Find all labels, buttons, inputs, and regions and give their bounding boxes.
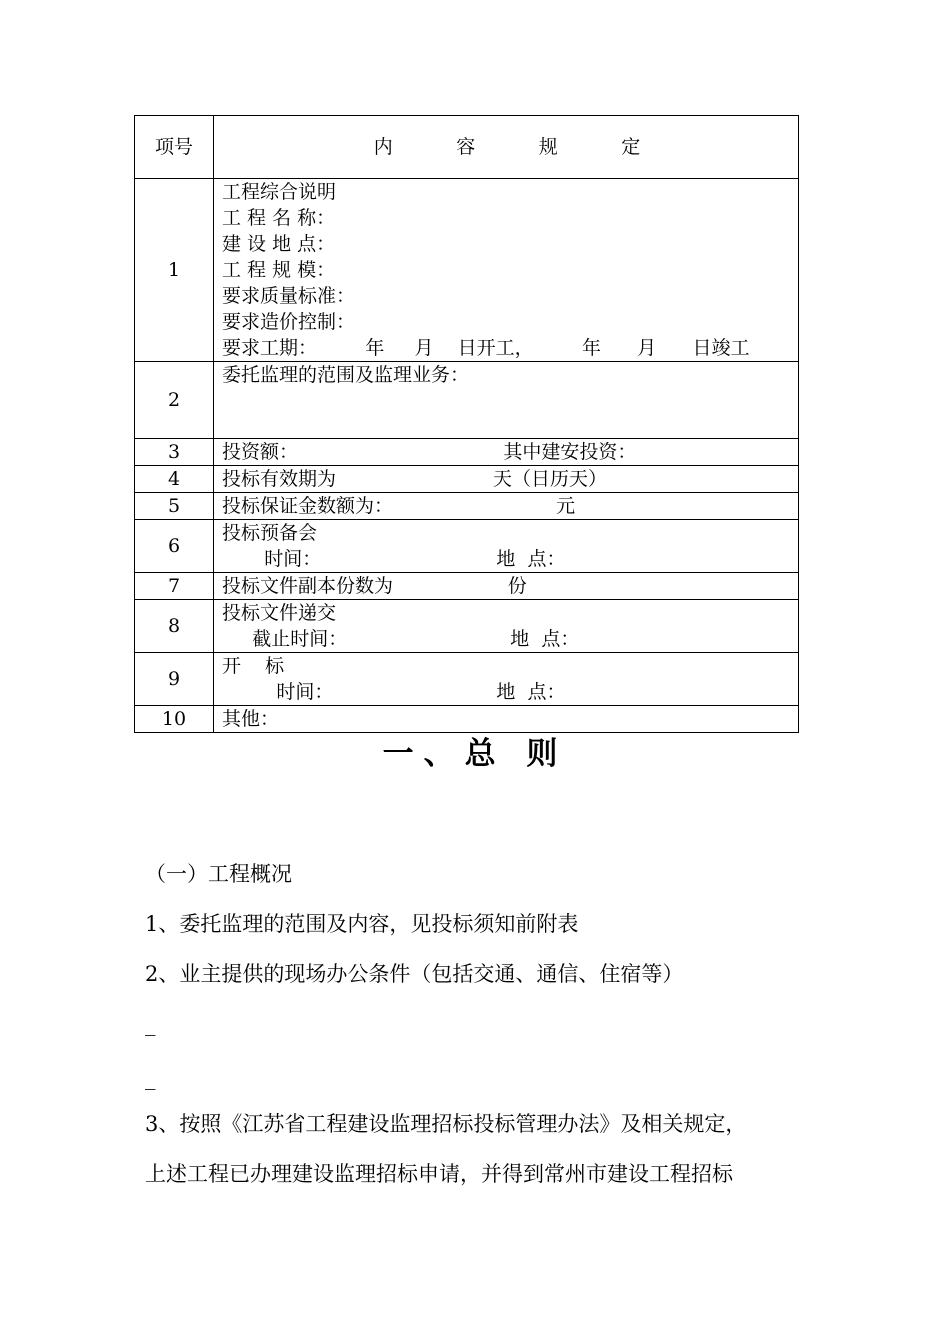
section-title: 一、总 则 xyxy=(382,736,568,772)
row-content xyxy=(214,179,799,362)
row-content xyxy=(214,520,799,573)
row-num: 7 xyxy=(135,573,214,600)
row-line: 时间： 地 点： xyxy=(222,681,566,703)
row-line: 工 程 名 称： xyxy=(222,207,336,229)
row-num: 8 xyxy=(135,600,214,653)
paragraph: （一）工程概况 xyxy=(145,862,292,886)
row-num: 1 xyxy=(135,179,214,362)
row-line: 投标文件副本份数为 份 xyxy=(222,575,527,597)
header-char: 定 xyxy=(621,136,641,158)
row-line: 工 程 规 模： xyxy=(222,259,336,281)
paragraph: 3、按照《江苏省工程建设监理招标投标管理办法》及相关规定， xyxy=(145,1112,747,1136)
table-row xyxy=(135,179,799,362)
row-line: 时间： 地 点： xyxy=(222,548,566,570)
header-num-cell: 项号 xyxy=(135,116,214,179)
row-content xyxy=(214,493,799,520)
row-line: 其他： xyxy=(222,708,280,730)
table-row xyxy=(135,573,799,600)
table-header-row xyxy=(135,116,799,179)
paragraph: 上述工程已办理建设监理招标申请，并得到常州市建设工程招标 xyxy=(145,1162,733,1186)
row-line: 要求质量标准： xyxy=(222,285,356,307)
row-line: 截止时间： 地 点： xyxy=(222,628,580,650)
bid-info-table xyxy=(134,115,799,733)
table-row xyxy=(135,362,799,439)
row-line: 要求造价控制： xyxy=(222,311,356,333)
table-row xyxy=(135,466,799,493)
header-char: 容 xyxy=(456,136,476,158)
row-content xyxy=(214,362,799,439)
row-line: 投标保证金数额为： 元 xyxy=(222,495,576,517)
header-char: 内 xyxy=(373,136,393,158)
header-char: 规 xyxy=(538,136,558,158)
row-num: 10 xyxy=(135,706,214,733)
row-line: 投标文件递交 xyxy=(222,602,337,624)
row-num: 2 xyxy=(135,362,214,439)
row-line: 投标有效期为 天（日历天） xyxy=(222,468,608,490)
row-num: 4 xyxy=(135,466,214,493)
row-line: 建 设 地 点： xyxy=(222,233,336,255)
row-content xyxy=(214,600,799,653)
table-row xyxy=(135,439,799,466)
row-num: 5 xyxy=(135,493,214,520)
table-row xyxy=(135,600,799,653)
row-num: 3 xyxy=(135,439,214,466)
row-line: 投资额： 其中建安投资： xyxy=(222,441,637,463)
row-content xyxy=(214,439,799,466)
paragraph: _ xyxy=(145,1066,156,1090)
row-line: 工程综合说明 xyxy=(222,181,337,203)
paragraph: 2、业主提供的现场办公条件（包括交通、通信、住宿等） xyxy=(145,962,684,986)
row-line: 要求工期： 年 月 日开工， 年 月 日竣工 xyxy=(222,337,750,359)
row-line: 委托监理的范围及监理业务： xyxy=(222,364,470,386)
table-row xyxy=(135,493,799,520)
row-content xyxy=(214,653,799,706)
paragraph: _ xyxy=(145,1012,156,1036)
table-row xyxy=(135,520,799,573)
row-line: 投标预备会 xyxy=(222,522,318,544)
header-content-cell xyxy=(214,116,799,179)
row-content xyxy=(214,573,799,600)
row-line: 开 标 xyxy=(222,655,285,677)
paragraph: 1、委托监理的范围及内容，见投标须知前附表 xyxy=(145,912,579,936)
row-num: 6 xyxy=(135,520,214,573)
row-num: 9 xyxy=(135,653,214,706)
table-row xyxy=(135,653,799,706)
row-content xyxy=(214,466,799,493)
